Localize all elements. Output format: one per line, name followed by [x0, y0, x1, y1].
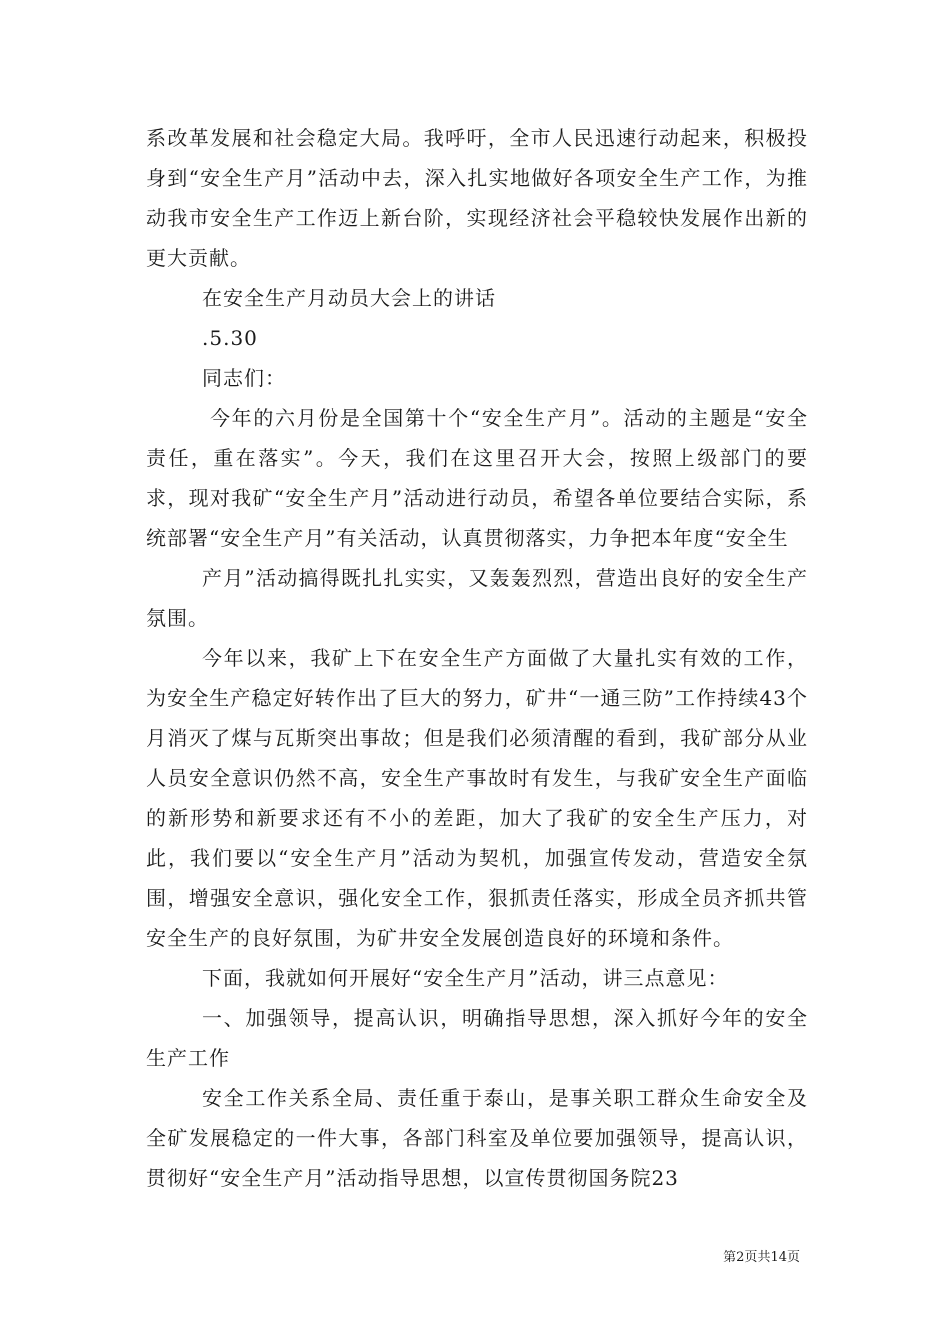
paragraph-transition: 下面，我就如何开展好“安全生产月”活动，讲三点意见： — [202, 966, 729, 990]
paragraph-intro-continued: 产月”活动搞得既扎扎实实，又轰轰烈烈，营造出良好的安全生产氛围。 — [146, 566, 808, 630]
paragraph-continuation: 系改革发展和社会稳定大局。我呼吁，全市人民迅速行动起来，积极投身到“安全生产月”活动中去，深入扎实地做好各项安全生产工作，为推动我市安全生产工作迈上新台阶，实现经济社会平稳较快发展作出新的更大贡献。 — [146, 126, 808, 270]
document-body — [146, 118, 808, 1198]
paragraph-intro: 今年的六月份是全国第十个“安全生产月”。活动的主题是“安全责任，重在落实”。今天，我们在这里召开大会，按照上级部门的要求，现对我矿“安全生产月”活动进行动员，希望各单位要结合实际，系统部署“安全生产月”有关活动，认真贯彻落实，力争把本年度“安全生 — [146, 406, 808, 550]
paragraph-situation: 今年以来，我矿上下在安全生产方面做了大量扎实有效的工作，为安全生产稳定好转作出了巨大的努力，矿井“一通三防”工作持续43个月消灭了煤与瓦斯突出事故；但是我们必须清醒的看到，我矿部分从业人员安全意识仍然不高，安全生产事故时有发生，与我矿安全生产面临的新形势和新要求还有不小的差距，加大了我矿的安全生产压力，对此，我们要以“安全生产月”活动为契机，加强宣传发动，营造安全氛围，增强安全意识，强化安全工作，狠抓责任落实，形成全员齐抓共管安全生产的良好氛围，为矿井安全发展创造良好的环境和条件。 — [146, 646, 808, 950]
section-heading-one: 一、加强领导，提高认识，明确指导思想，深入抓好今年的安全生产工作 — [146, 1006, 808, 1070]
salutation: 同志们： — [202, 366, 286, 390]
page-number-footer: 第2页共14页 — [723, 1250, 800, 1265]
speech-date: .5.30 — [202, 326, 258, 350]
paragraph-section-one: 安全工作关系全局、责任重于泰山，是事关职工群众生命安全及全矿发展稳定的一件大事，各部门科室及单位要加强领导，提高认识，贯彻好“安全生产月”活动指导思想，以宣传贯彻国务院23 — [146, 1086, 808, 1190]
speech-title: 在安全生产月动员大会上的讲话 — [202, 286, 496, 310]
